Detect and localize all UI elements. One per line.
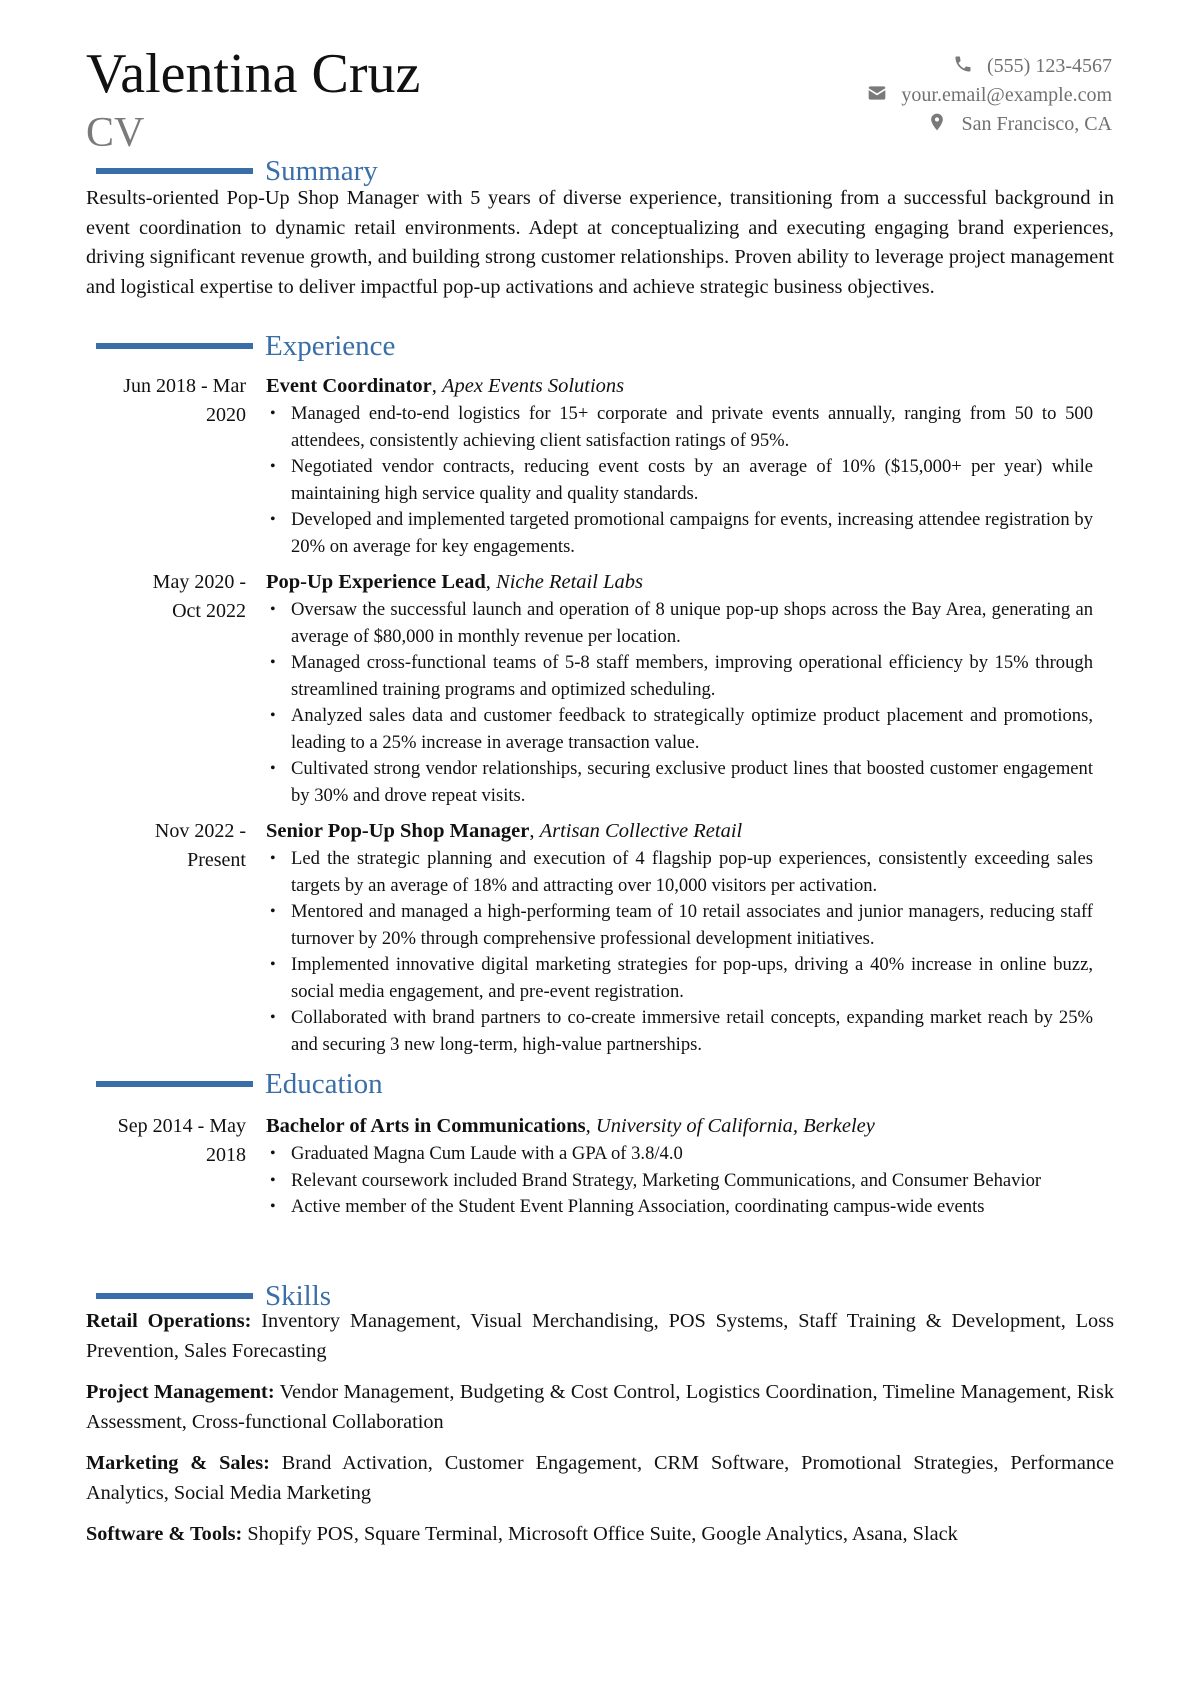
section-heading-experience: [96, 326, 395, 366]
role-title: Senior Pop-Up Shop Manager: [266, 820, 530, 842]
list-item: • Graduated Magna Cum Laude with a GPA of 3.8/4.0: [266, 1141, 1093, 1168]
location-text: San Francisco, CA: [961, 113, 1112, 135]
date-end: 2018: [206, 1144, 246, 1166]
section-rule: [96, 1293, 253, 1299]
date-start: Nov 2022 -: [154, 820, 246, 842]
skill-category: Project Management:: [86, 1381, 275, 1403]
skill-items: Brand Activation, Customer Engagement, CRM Software, Promotional Strategies, Performance Analytics, Social Media Marketing: [86, 1452, 1114, 1504]
entry-body: [266, 568, 1114, 809]
summary-text: Results-oriented Pop-Up Shop Manager with 5 years of diverse experience, transitioning from a successful background in event coordination to dynamic retail environments. Adept at conceptualizing and executing engaging brand experiences, driving significant revenue growth, and building strong customer relationships. Proven ability to leverage project management and logistical expertise to deliver impactful pop-up activations and achieve strategic business objectives.: [86, 187, 1114, 298]
entry-date: [86, 1112, 246, 1170]
section-heading-education: [96, 1064, 383, 1104]
section-title: Skills: [265, 1279, 332, 1312]
role-title: Pop-Up Experience Lead: [266, 571, 486, 593]
list-item: • Mentored and managed a high-performing team of 10 retail associates and junior managers, reducing staff turnover by 20% through comprehensive professional development initiatives.: [266, 899, 1093, 952]
section-title: Experience: [265, 329, 396, 362]
contact-phone: [867, 52, 1112, 81]
phone-icon: [953, 54, 973, 80]
entry-date: [86, 372, 246, 430]
date-end: Oct 2022: [172, 600, 246, 622]
date-start: Sep 2014 - May: [117, 1115, 246, 1137]
list-item: • Analyzed sales data and customer feedback to strategically optimize product placement and promotions, leading to a 25% increase in average transaction value.: [266, 703, 1093, 756]
skill-category: Retail Operations:: [86, 1310, 252, 1332]
skill-items: Shopify POS, Square Terminal, Microsoft Office Suite, Google Analytics, Asana, Slack: [247, 1523, 958, 1545]
contact-email: [867, 81, 1112, 110]
list-item: • Cultivated strong vendor relationships, securing exclusive product lines that boosted customer engagement by 30% and drove repeat visits.: [266, 756, 1093, 809]
entry-body: [266, 1112, 1114, 1221]
list-item: • Active member of the Student Event Planning Association, coordinating campus-wide events: [266, 1194, 1093, 1221]
date-start: Jun 2018 - Mar: [123, 375, 246, 397]
date-end: Present: [187, 849, 246, 871]
date-end: 2020: [206, 404, 246, 426]
contact-location: [867, 110, 1112, 139]
list-item: • Relevant coursework included Brand Strategy, Marketing Communications, and Consumer Behavior: [266, 1168, 1093, 1195]
date-start: May 2020 -: [152, 571, 246, 593]
entry-date: [86, 817, 246, 875]
skills-list: [86, 1307, 1114, 1562]
document-subtitle: CV: [86, 110, 145, 156]
entry-heading: Senior Pop-Up Shop Manager, Artisan Collective Retail: [266, 820, 743, 842]
organization: Niche Retail Labs: [496, 571, 643, 593]
institution: University of California, Berkeley: [595, 1115, 875, 1137]
list-item: • Oversaw the successful launch and operation of 8 unique pop-up shops across the Bay Area, generating an average of $80,000 in monthly revenue per location.: [266, 597, 1093, 650]
list-item: • Implemented innovative digital marketing strategies for pop-ups, driving a 40% increase in online buzz, social media engagement, and pre-event registration.: [266, 952, 1093, 1005]
bullet-list: [266, 597, 1114, 809]
skill-category: Marketing & Sales:: [86, 1452, 270, 1474]
map-pin-icon: [927, 112, 947, 138]
section-rule: [96, 168, 253, 174]
skill-row: [86, 1520, 1114, 1550]
list-item: • Negotiated vendor contracts, reducing event costs by an average of 10% ($15,000+ per year) while maintaining high service quality and quality standards.: [266, 454, 1093, 507]
entry-body: [266, 817, 1114, 1058]
entry-heading: Pop-Up Experience Lead, Niche Retail Labs: [266, 571, 643, 593]
section-rule: [96, 343, 253, 349]
email-text: your.email@example.com: [901, 84, 1112, 106]
section-title: Summary: [265, 154, 378, 187]
bullet-list: [266, 401, 1114, 560]
skill-row: [86, 1449, 1114, 1508]
candidate-name: Valentina Cruz: [86, 43, 421, 105]
contact-block: [867, 52, 1112, 139]
skill-items: Vendor Management, Budgeting & Cost Control, Logistics Coordination, Timeline Management, Risk Assessment, Cross-functional Collaboration: [86, 1381, 1114, 1433]
organization: Artisan Collective Retail: [539, 820, 743, 842]
entry-body: [266, 372, 1114, 560]
entry-heading: Event Coordinator, Apex Events Solutions: [266, 375, 625, 397]
list-item: • Managed cross-functional teams of 5-8 staff members, improving operational efficiency by 15% through streamlined training programs and optimized scheduling.: [266, 650, 1093, 703]
list-item: • Developed and implemented targeted promotional campaigns for events, increasing attendee registration by 20% on average for key engagements.: [266, 507, 1093, 560]
skill-category: Software & Tools:: [86, 1523, 243, 1545]
entry-heading: Bachelor of Arts in Communications, University of California, Berkeley: [266, 1115, 875, 1137]
skill-items: Inventory Management, Visual Merchandising, POS Systems, Staff Training & Development, Loss Prevention, Sales Forecasting: [86, 1310, 1114, 1362]
organization: Apex Events Solutions: [441, 375, 625, 397]
bullet-list: [266, 846, 1114, 1058]
role-title: Event Coordinator: [266, 375, 432, 397]
envelope-icon: [867, 83, 887, 109]
bullet-list: [266, 1141, 1114, 1221]
section-rule: [96, 1081, 253, 1087]
list-item: • Collaborated with brand partners to co-create immersive retail concepts, expanding market reach by 25% and securing 3 new long-term, high-value partnerships.: [266, 1005, 1093, 1058]
phone-text: (555) 123-4567: [987, 55, 1112, 77]
list-item: • Led the strategic planning and execution of 4 flagship pop-up experiences, consistently exceeding sales targets by an average of 18% and attracting over 10,000 visitors per activation.: [266, 846, 1093, 899]
skill-row: [86, 1307, 1114, 1366]
skill-row: [86, 1378, 1114, 1437]
degree-title: Bachelor of Arts in Communications: [266, 1115, 586, 1137]
list-item: • Managed end-to-end logistics for 15+ corporate and private events annually, ranging from 50 to 500 attendees, consistently achieving client satisfaction ratings of 95%.: [266, 401, 1093, 454]
section-title: Education: [265, 1067, 383, 1100]
entry-date: [86, 568, 246, 626]
